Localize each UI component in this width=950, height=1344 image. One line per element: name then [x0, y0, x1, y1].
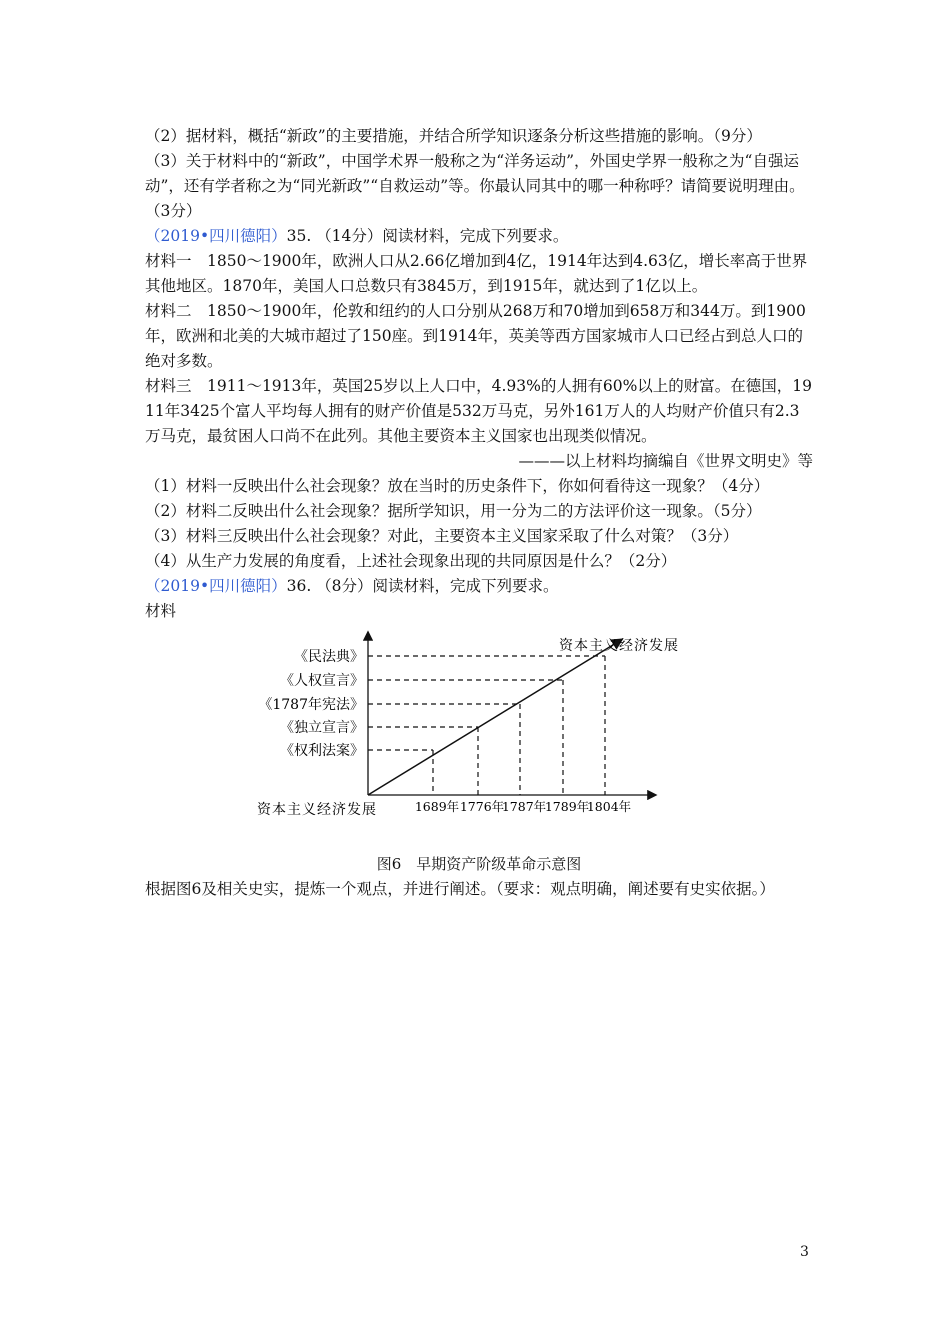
- trend-line: [368, 640, 621, 795]
- q36-source: （2019•四川德阳）: [145, 577, 287, 595]
- chart-top-label: 资本主义经济发展: [559, 638, 679, 654]
- chart-x-axis-label: 资本主义经济发展: [257, 802, 377, 818]
- y-tick-label: 《独立宣言》: [280, 720, 364, 736]
- q35-material-1: 材料一 1850～1900年，欧洲人口从2.66亿增加到4亿，1914年达到4.63亿，增长率高于世界其他地区。1870年，美国人口总数只有3845万，到1915年，就达到了1亿以上。: [145, 252, 808, 295]
- y-tick-label: 《权利法案》: [280, 743, 364, 759]
- q35-question-2: （2）材料二反映出什么社会现象？据所学知识，用一分为二的方法评价这一现象。（5分）: [145, 502, 762, 520]
- figure-caption: 图6 早期资产阶级革命示意图: [376, 855, 582, 873]
- q35-material-2: 材料二 1850～1900年，伦敦和纽约的人口分别从268万和70增加到658万和344万。到1900年，欧洲和北美的大城市超过了150座。到1914年，英美等西方国家城市人口已经占到总人口的绝对多数。: [145, 302, 806, 370]
- q34-part3: （3）关于材料中的“新政”，中国学术界一般称之为“洋务运动”，外国史学界一般称之为“自强运动”，还有学者称之为“同光新政”“自救运动”等。你最认同其中的哪一种称呼？请简要说明理由。（3分）: [145, 152, 805, 220]
- x-tick-label: 1787年: [501, 799, 547, 814]
- document-page: [145, 124, 813, 902]
- x-tick-label: 1689年: [414, 799, 460, 814]
- q35-material-3: 材料三 1911～1913年，英国25岁以上人口中，4.93%的人拥有60%以上的财富。在德国，1911年3425个富人平均每人拥有的财产价值是532万马克，另外161万人的人均财产价值只有2.3万马克，最贫困人口尚不在此列。其他主要资本主义国家也出现类似情况。: [145, 377, 813, 445]
- x-tick-label: 1789年: [544, 799, 590, 814]
- q35-question-1: （1）材料一反映出什么社会现象？放在当时的历史条件下，你如何看待这一现象？（4分）: [145, 477, 770, 495]
- q35-header: [145, 224, 813, 249]
- revolution-chart: [257, 626, 702, 822]
- q35-header-text: 35. （14分）阅读材料，完成下列要求。: [286, 227, 569, 245]
- q35-citation: ———以上材料均摘编自《世界文明史》等: [518, 452, 813, 470]
- q36-header: [145, 574, 813, 599]
- q35-question-3: （3）材料三反映出什么社会现象？对此，主要资本主义国家采取了什么对策？（3分）: [145, 527, 739, 545]
- y-tick-label: 《民法典》: [294, 649, 364, 665]
- q34-part2: （2）据材料，概括“新政”的主要措施，并结合所学知识逐条分析这些措施的影响。（9分）: [145, 127, 762, 145]
- y-tick-label: 《1787年宪法》: [258, 697, 364, 713]
- y-tick-label: 《人权宣言》: [280, 673, 364, 689]
- q35-source: （2019•四川德阳）: [145, 227, 287, 245]
- q35-question-4: （4）从生产力发展的角度看，上述社会现象出现的共同原因是什么？（2分）: [145, 552, 677, 570]
- x-tick-label: 1776年: [459, 799, 505, 814]
- q36-header-text: 36. （8分）阅读材料，完成下列要求。: [286, 577, 559, 595]
- q36-material-label: 材料: [145, 602, 177, 620]
- q36-prompt: 根据图6及相关史实，提炼一个观点，并进行阐述。（要求：观点明确，阐述要有史实依据。）: [145, 880, 775, 898]
- figure-6: [145, 624, 813, 852]
- x-tick-label: 1804年: [586, 799, 632, 814]
- page-number: 3: [800, 1244, 809, 1260]
